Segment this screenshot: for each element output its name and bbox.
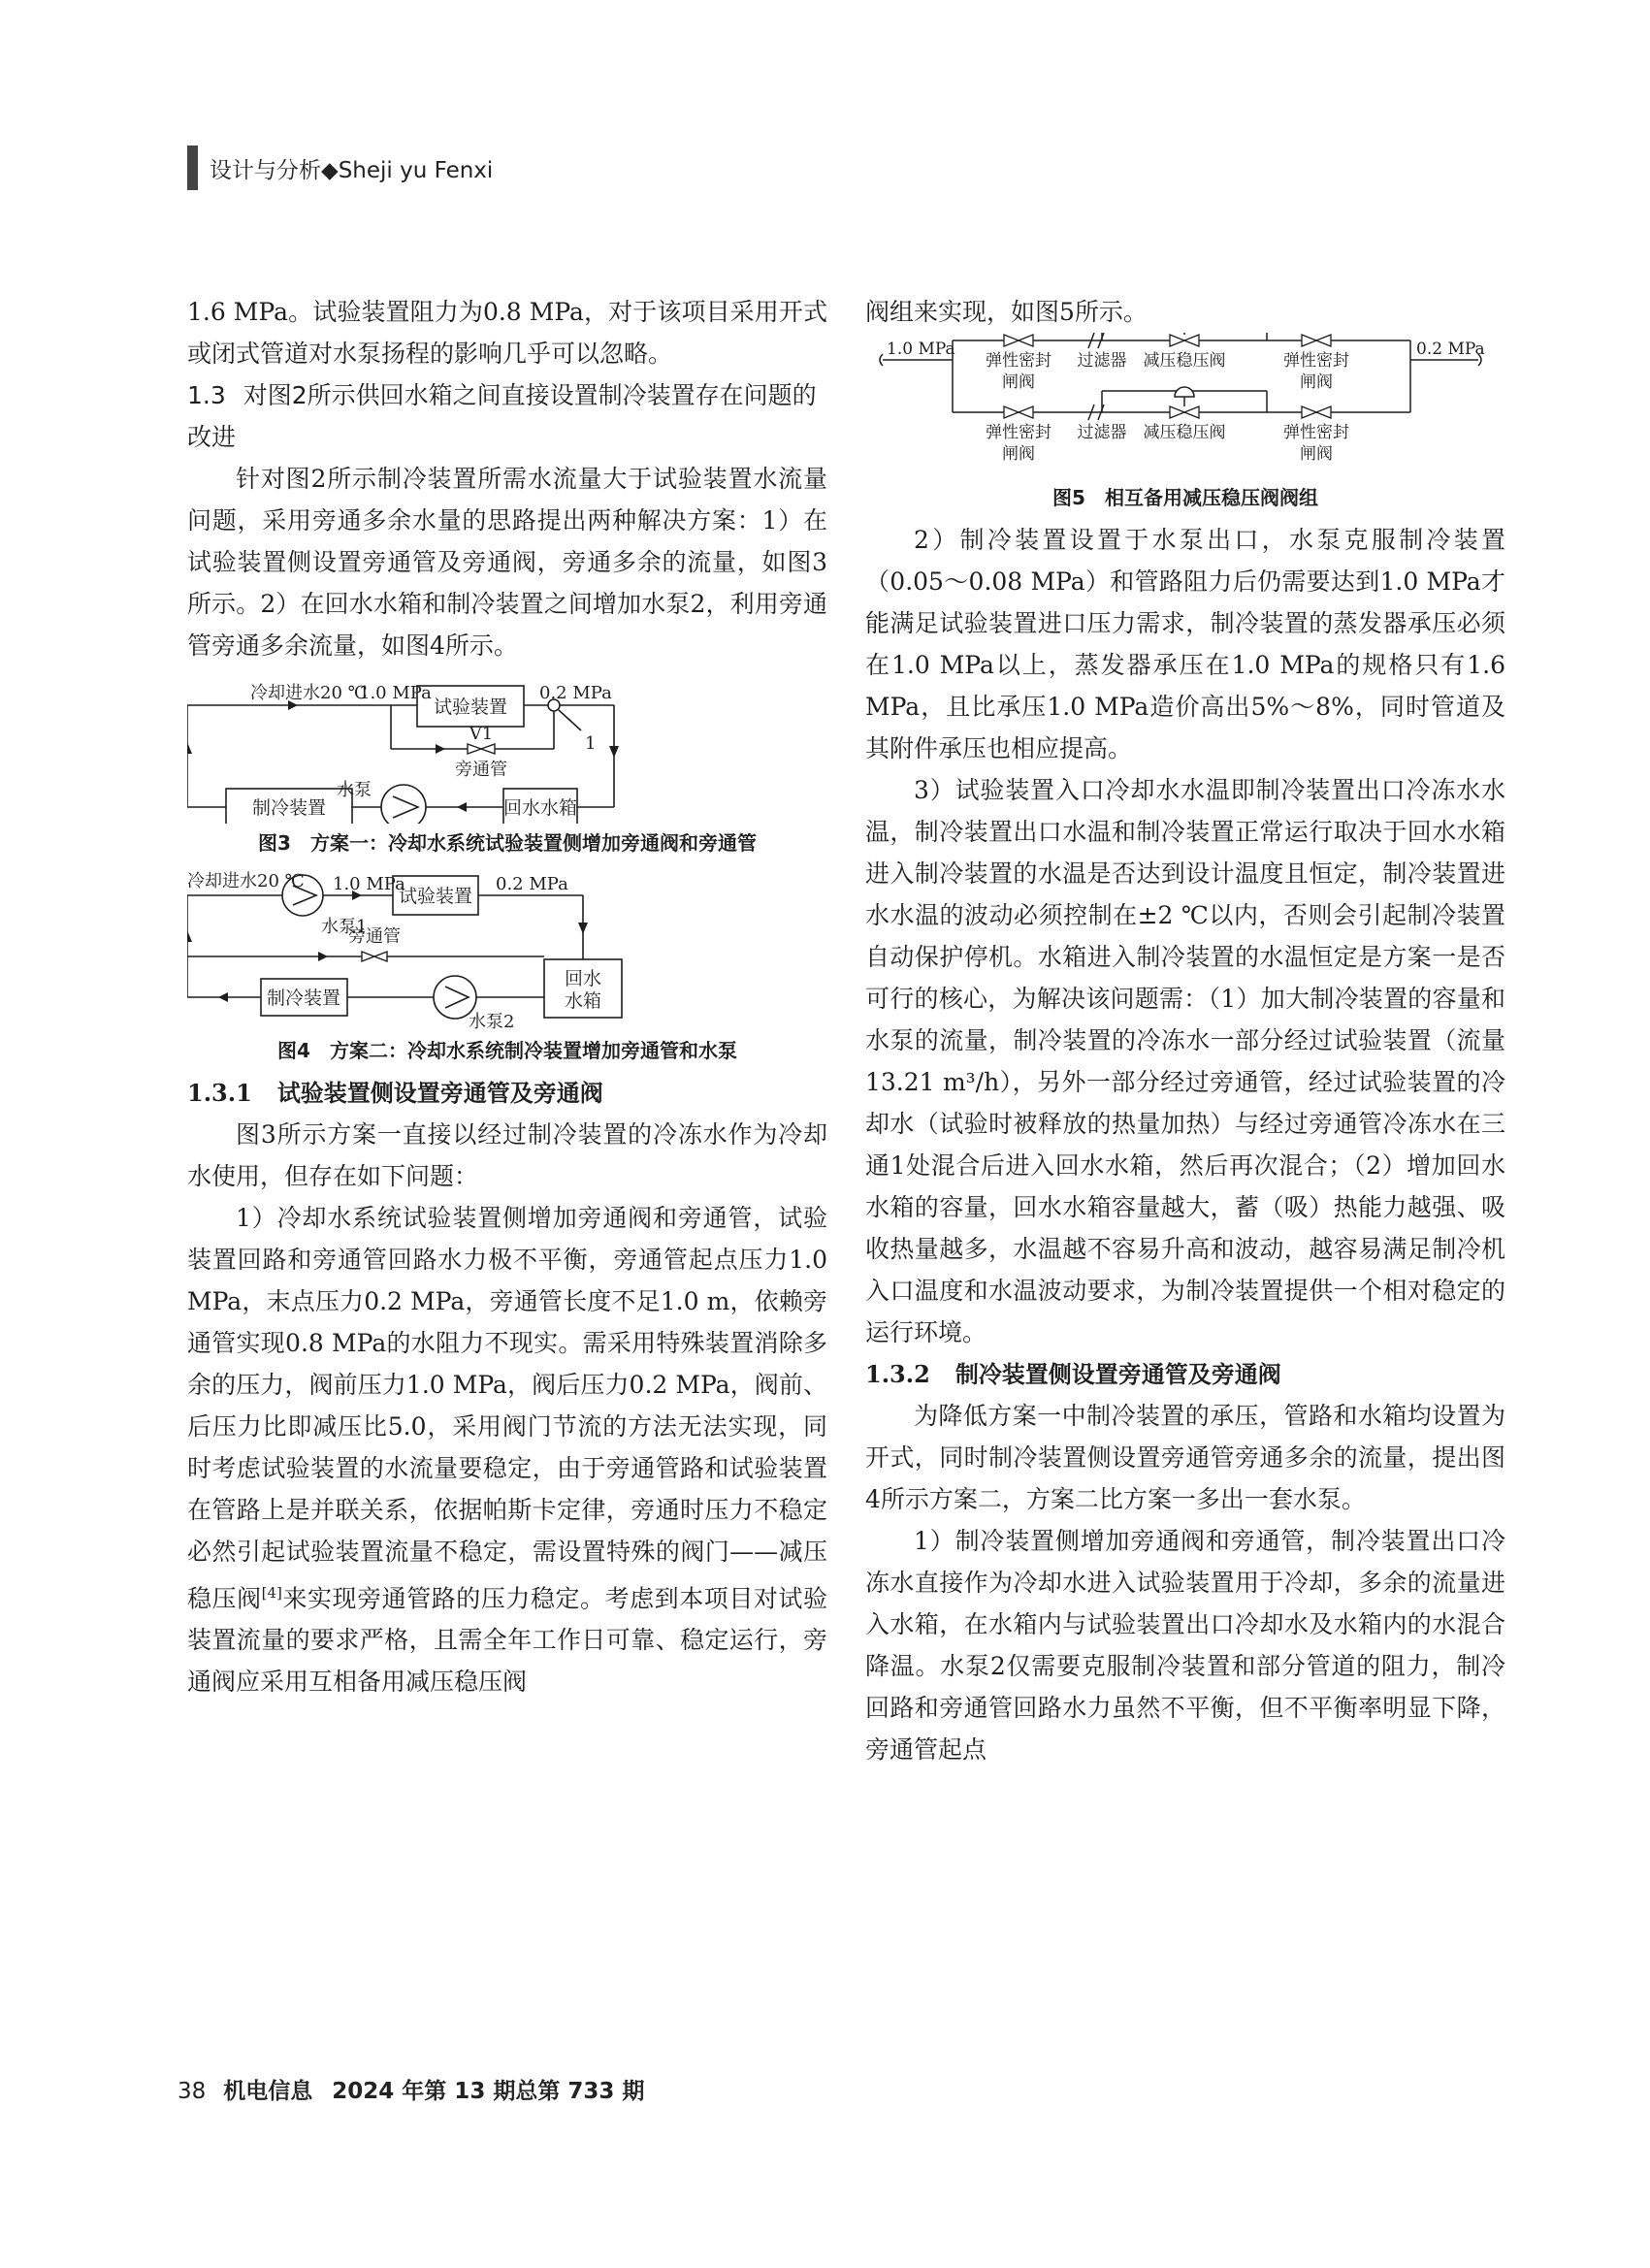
arrow-down-icon [609,746,619,758]
figure-3-diagram [187,666,827,824]
arrow-left-icon [457,802,467,812]
bypass-label: 旁通管 [348,926,401,947]
valve-label: V1 [469,724,494,744]
device-label: 试验装置 [433,697,508,718]
paragraph [187,1197,827,1702]
citation: [4] [261,1584,282,1602]
paragraph: 1.6 MPa。试验装置阻力为0.8 MPa，对于该项目采用开式或闭式管道对水泵扬程的影响几乎可以忽略。 [187,298,827,368]
bypass-label: 旁通管 [455,760,507,780]
valve-label: 弹性密封 [986,423,1051,442]
gate-valve-icon [1004,335,1033,346]
inlet-label: 冷却进水20 ℃ [250,683,368,703]
pressure-in-label: 1.0 MPa [359,683,432,703]
tank-label-line2: 水箱 [564,990,602,1012]
pressure-in-label: 1.0 MPa [333,874,405,894]
header-bar [187,146,198,190]
paragraph-text: 来实现旁通管路的压力稳定。考虑到本项目对试验装置流量的要求严格，且需全年工作日可靠、稳定运行，旁通阀应采用互相备用减压稳压阀 [187,1584,827,1697]
gate-valve-icon [1302,406,1331,418]
prv-label: 减压稳压阀 [1143,351,1226,371]
section-heading-1-3 [187,374,827,458]
section-heading-1-3-1 [187,1072,827,1114]
valve-label: 弹性密封 [1283,351,1349,371]
pump2-label: 水泵2 [469,1012,515,1031]
issue-info: 2024 年第 13 期总第 733 期 [332,2079,645,2104]
figure-5-diagram [865,333,1505,478]
page-number: 38 [178,2079,207,2104]
pressure-out-label: 0.2 MPa [1416,340,1485,359]
pressure-in-label: 1.0 MPa [887,340,955,359]
bypass-valve-icon [362,952,387,961]
paragraph: 针对图2所示制冷装置所需水流量大于试验装置水流量问题，采用旁通多余水量的思路提出两种解决方案：1）在试验装置侧设置旁通管及旁通阀，旁通多余的流量，如图3所示。2）在回水水箱和制冷装置之间增加水泵2，利用旁通管旁通多余流量，如图4所示。 [187,465,827,660]
left-column [187,291,827,1702]
page-footer [178,2073,644,2105]
section-title: 制冷装置侧设置旁通管及旁通阀 [954,1360,1281,1388]
pressure-out-label: 0.2 MPa [496,874,568,894]
header-text: 设计与分析◆Sheji yu Fenxi [210,157,494,183]
gate-valve-icon [1004,406,1033,418]
valve-label: 闸阀 [1002,444,1035,464]
valve-label: 弹性密封 [1283,423,1349,442]
section-title: 试验装置侧设置旁通管及旁通阀 [276,1079,603,1107]
prv-label: 减压稳压阀 [1143,423,1226,442]
figure-3-caption: 图3 方案一：冷却水系统试验装置侧增加旁通阀和旁通管 [258,831,757,855]
paragraph: 为降低方案一中制冷装置的承压，管路和水箱均设置为开式，同时制冷装置侧设置旁通管旁通多余的流量，提出图4所示方案二，方案二比方案一多出一套水泵。 [865,1402,1505,1513]
right-column [865,291,1505,1770]
figure-4-caption: 图4 方案二：冷却水系统制冷装置增加旁通管和水泵 [277,1039,737,1062]
paragraph-text: 1）冷却水系统试验装置侧增加旁通阀和旁通管，试验装置回路和旁通管回路水力极不平衡，旁通管起点压力1.0 MPa，末点压力0.2 MPa，旁通管长度不足1.0 m，依赖旁通管实现0.8 MPa的水阻力不现实。需采用特殊装置消除多余的压力，阀前压力1.0 MPa，阀后压力0.2 MPa，阀前、后压力比即减压比5.0，采用阀门节流的方法无法实现，同时考虑试验装置的水流量要稳定，由于旁通管路和试验装置在管路上是并联关系，依据帕斯卡定律，旁通时压力不稳定必然引起试验装置流量不稳定，需设置特殊的阀门——减压稳压阀 [187,1204,827,1613]
tank-label-line1: 回水 [564,968,602,989]
chiller-label: 制冷装置 [266,988,341,1009]
section-heading-1-3-2 [865,1353,1505,1395]
gate-valve-icon [1302,335,1331,346]
valve-label: 弹性密封 [986,351,1051,371]
pump1-label: 水泵1 [321,917,368,937]
chiller-label: 制冷装置 [251,797,327,819]
valve-v1-icon [468,744,495,754]
pressure-valve-icon [1170,335,1199,346]
pressure-out-label: 0.2 MPa [539,683,612,703]
arrow-right-icon [436,744,445,754]
figure-5 [865,333,1505,515]
valve-label: 闸阀 [1300,444,1333,464]
figure-4-diagram [187,864,827,1031]
junction-marker: 1 [585,733,597,754]
arrow-down-icon [578,923,588,934]
pressure-valve-icon [1170,406,1199,418]
arrow-right-icon [318,952,328,961]
paragraph: 2）制冷装置设置于水泵出口，水泵克服制冷装置（0.05～0.08 MPa）和管路阻力后仍需要达到1.0 MPa才能满足试验装置进口压力需求，制冷装置的蒸发器承压必须在1.0 MPa以上，蒸发器承压在1.0 MPa的规格只有1.6 MPa，且比承压1.0 MPa造价高出5%～8%，同时管道及其附件承压也相应提高。 [865,526,1505,762]
figure-3 [187,666,827,860]
valve-label: 闸阀 [1300,373,1333,392]
tank-label: 回水水箱 [502,797,578,819]
paragraph: 图3所示方案一直接以经过制冷装置的冷冻水作为冷却水使用，但存在如下问题： [187,1120,827,1190]
filter-label: 过滤器 [1077,351,1127,371]
figure-4 [187,864,827,1068]
pump-label: 水泵 [337,780,372,800]
figure-5-caption: 图5 相互备用减压稳压阀阀组 [1052,486,1318,509]
valve-label: 闸阀 [1002,373,1035,392]
section-number: 1.3 [187,381,226,409]
paragraph: 1）制冷装置侧增加旁通阀和旁通管，制冷装置出口冷冻水直接作为冷却水进入试验装置用于冷却，多余的流量进入水箱，在水箱内与试验装置出口冷却水及水箱内的水混合降温。水泵2仅需要克服制冷装置和部分管道的阻力，制冷回路和旁通管回路水力虽然不平衡，但不平衡率明显下降，旁通管起点 [865,1527,1505,1764]
device-label: 试验装置 [398,886,473,907]
journal-name: 机电信息 [223,2079,313,2104]
filter-label: 过滤器 [1077,423,1127,442]
paragraph: 阀组来实现，如图5所示。 [865,298,1148,326]
paragraph: 3）试验装置入口冷却水水温即制冷装置出口冷冻水水温，制冷装置出口水温和制冷装置正常运行取决于回水水箱进入制冷装置的水温是否达到设计温度且恒定，制冷装置进水水温的波动必须控制在±2 ℃以内，否则会引起制冷装置自动保护停机。水箱进入制冷装置的水温恒定是方案一是否可行的核心，为解决该问题需：（1）加大制冷装置的容量和水泵的流量，制冷装置的冷冻水一部分经过试验装置（流量13.21 m³/h），另外一部分经过旁通管，经过试验装置的冷却水（试验时被释放的热量加热）与经过旁通管冷冻水在三通1处混合后进入回水水箱，然后再次混合；（2）增加回水水箱的容量，回水水箱容量越大，蓄（吸）热能力越强、吸收热量越多，水温越不容易升高和波动，越容易满足制冷机入口温度和水温波动要求，为制冷装置提供一个相对稳定的运行环境。 [865,776,1505,1346]
inlet-label: 冷却进水20 ℃ [187,871,305,891]
running-header [187,146,493,190]
section-title: 对图2所示供回水箱之间直接设置制冷装置存在问题的改进 [187,381,817,451]
arrow-left-icon [218,992,228,1002]
section-number: 1.3.1 [187,1079,252,1107]
section-number: 1.3.2 [865,1360,930,1388]
